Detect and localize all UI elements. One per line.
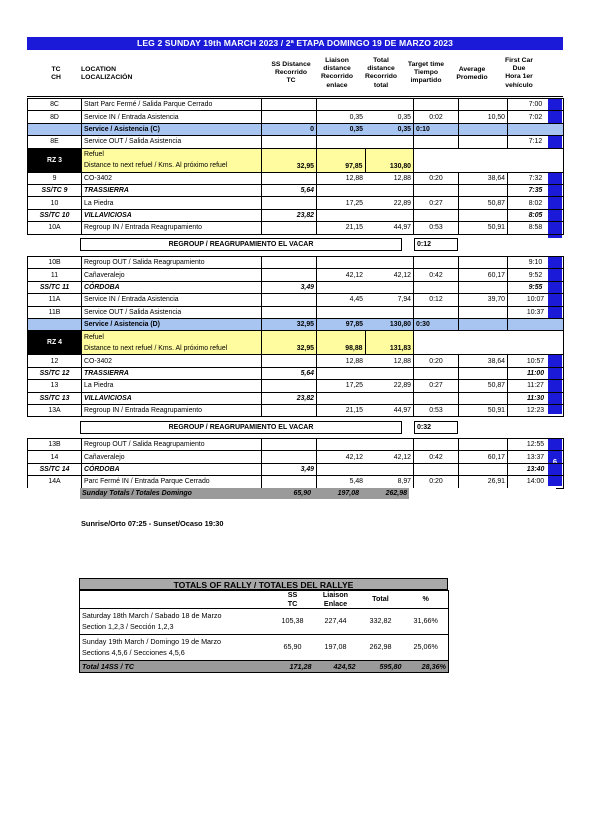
ss-distance xyxy=(262,355,317,367)
total-distance xyxy=(365,281,414,293)
rally-totals-liaison: 227,44 xyxy=(314,609,358,635)
ss-distance xyxy=(262,257,317,269)
liaison-distance: 5,48 xyxy=(317,476,366,488)
schedule-row xyxy=(28,269,564,281)
location: La Piedra xyxy=(82,197,262,209)
first-car-due: 10:57 xyxy=(508,355,564,367)
liaison-distance: 17,25 xyxy=(317,197,366,209)
liaison-distance: 17,25 xyxy=(317,380,366,392)
section-4-table xyxy=(27,98,564,235)
target-time xyxy=(414,184,459,196)
target-time: 0:42 xyxy=(414,451,459,463)
schedule-row xyxy=(28,257,564,269)
first-car-due: 7:35 xyxy=(508,184,564,196)
first-car-due: 8:05 xyxy=(508,209,564,221)
ss-distance xyxy=(262,99,317,111)
location: Service OUT / Salida Asistencia xyxy=(82,306,262,318)
ss-distance xyxy=(262,476,317,488)
schedule-row xyxy=(28,222,564,234)
average-speed xyxy=(459,136,508,148)
average-speed: 10,50 xyxy=(459,111,508,123)
first-car-due: 8:02 xyxy=(508,197,564,209)
total-distance xyxy=(365,306,414,318)
liaison-distance: 4,45 xyxy=(317,294,366,306)
rally-totals-grand-liaison: 424,52 xyxy=(314,661,358,673)
target-time: 0:10 xyxy=(414,123,459,135)
rally-totals-grand xyxy=(80,661,449,673)
liaison-distance xyxy=(317,257,366,269)
total-distance: 44,97 xyxy=(365,222,414,234)
rally-totals-grand-pct: 28,36% xyxy=(404,661,449,673)
ss-distance xyxy=(262,451,317,463)
rally-totals-table xyxy=(79,590,449,673)
rally-totals-total: 332,82 xyxy=(358,609,404,635)
location: Regroup OUT / Salida Reagrupamiento xyxy=(82,439,262,451)
schedule-row xyxy=(28,331,564,355)
control-id: 8D xyxy=(28,111,82,123)
location: Regroup IN / Entrada Reagrupamiento xyxy=(82,404,262,416)
target-time xyxy=(414,136,459,148)
location: CÓRDOBA xyxy=(82,281,262,293)
first-car-due: 12:23 xyxy=(508,404,564,416)
control-id: 11 xyxy=(28,269,82,281)
location: VILLAVICIOSA xyxy=(82,209,262,221)
average-speed: 38,64 xyxy=(459,355,508,367)
average-speed xyxy=(459,367,508,379)
liaison-distance xyxy=(317,99,366,111)
liaison-distance: 42,12 xyxy=(317,451,366,463)
control-id: 10B xyxy=(28,257,82,269)
average-speed xyxy=(459,439,508,451)
location: VILLAVICIOSA xyxy=(82,392,262,404)
ss-distance xyxy=(262,306,317,318)
location: Service IN / Entrada Asistencia xyxy=(82,294,262,306)
first-car-due: 12:55 xyxy=(508,439,564,451)
average-speed xyxy=(459,257,508,269)
regroup-label: REGROUP / REAGRUPAMIENTO EL VACAR xyxy=(80,238,402,251)
total-distance: 12,88 xyxy=(365,355,414,367)
first-car-due: 13:37 xyxy=(508,451,564,463)
control-id: 8C xyxy=(28,99,82,111)
total-distance: 22,89 xyxy=(365,380,414,392)
empty-cell xyxy=(414,331,459,355)
control-id: SS/TC 10 xyxy=(28,209,82,221)
target-time xyxy=(414,306,459,318)
regroup-label: REGROUP / REAGRUPAMIENTO EL VACAR xyxy=(80,421,402,434)
section-6-table xyxy=(27,438,564,489)
control-id xyxy=(28,123,82,135)
empty-cell xyxy=(414,148,459,172)
average-speed: 60,17 xyxy=(459,451,508,463)
schedule-row xyxy=(28,294,564,306)
header-first-car: First Car Due Hora 1er vehículo xyxy=(505,57,533,89)
liaison-distance xyxy=(317,209,366,221)
total-distance xyxy=(365,257,414,269)
liaison-distance: 97,85 xyxy=(317,318,366,330)
schedule-row xyxy=(28,380,564,392)
liaison-distance xyxy=(317,367,366,379)
location: Cañaveralejo xyxy=(82,269,262,281)
target-time: 0:53 xyxy=(414,404,459,416)
schedule-row xyxy=(28,123,564,135)
liaison-distance xyxy=(317,184,366,196)
average-speed xyxy=(459,281,508,293)
total-distance xyxy=(365,367,414,379)
rally-totals-row xyxy=(80,609,449,635)
header-location: LOCATION LOCALIZACIÓN xyxy=(81,66,133,82)
control-id: SS/TC 12 xyxy=(28,367,82,379)
target-time: 0:42 xyxy=(414,269,459,281)
sunday-totals-ss: 65,90 xyxy=(259,488,313,499)
location: CO-3402 xyxy=(82,355,262,367)
rally-totals-pct: 25,06% xyxy=(404,635,449,661)
total-distance xyxy=(365,136,414,148)
control-id: SS/TC 14 xyxy=(28,463,82,475)
sunday-totals-liaison: 197,08 xyxy=(313,488,361,499)
control-id: SS/TC 11 xyxy=(28,281,82,293)
empty-cell xyxy=(459,331,508,355)
sunday-totals-total: 262,98 xyxy=(361,488,409,499)
total-distance: 42,12 xyxy=(365,451,414,463)
liaison-distance: 12,88 xyxy=(317,355,366,367)
schedule-row xyxy=(28,404,564,416)
total-distance: 22,89 xyxy=(365,197,414,209)
target-time xyxy=(414,439,459,451)
location: Regroup OUT / Salida Reagrupamiento xyxy=(82,257,262,269)
sunrise-sunset: Sunrise/Orto 07:25 - Sunset/Ocaso 19:30 xyxy=(81,519,224,528)
rally-totals-h-pct: % xyxy=(422,594,429,604)
header-divider xyxy=(27,96,563,97)
rally-totals-h-liaison: Liaison Enlace xyxy=(322,590,349,608)
schedule-row xyxy=(28,392,564,404)
first-car-due: 10:37 xyxy=(508,306,564,318)
ss-distance xyxy=(262,172,317,184)
schedule-row xyxy=(28,463,564,475)
leg-title: LEG 2 SUNDAY 19th MARCH 2023 / 2ª ETAPA DOMINGO 19 DE MARZO 2023 xyxy=(27,37,563,50)
average-speed xyxy=(459,123,508,135)
target-time: 0:20 xyxy=(414,355,459,367)
location: Service / Asistencia (D) xyxy=(82,318,262,330)
first-car-due: 7:02 xyxy=(508,111,564,123)
header-target-time: Target time Tiempo impartido xyxy=(407,61,445,85)
liaison-distance: 21,15 xyxy=(317,222,366,234)
first-car-due: 9:55 xyxy=(508,281,564,293)
rally-totals-day: Saturday 18th March / Sabado 18 de Marzo Section 1,2,3 / Sección 1,2,3 xyxy=(80,609,272,635)
ss-distance: 32,95 xyxy=(262,148,317,172)
location: CO-3402 xyxy=(82,172,262,184)
total-distance: 0,35 xyxy=(365,123,414,135)
refuel-distance-label: Distance to next refuel / Kms. Al próximo refuel xyxy=(84,162,228,170)
average-speed xyxy=(459,318,508,330)
liaison-distance: 97,85 xyxy=(317,148,366,172)
first-car-due: 11:00 xyxy=(508,367,564,379)
ss-distance: 32,95 xyxy=(262,331,317,355)
first-car-due: 9:52 xyxy=(508,269,564,281)
ss-distance: 23,82 xyxy=(262,209,317,221)
liaison-distance xyxy=(317,136,366,148)
liaison-distance: 21,15 xyxy=(317,404,366,416)
regroup-time: 0:12 xyxy=(414,238,458,251)
total-distance: 8,97 xyxy=(365,476,414,488)
average-speed xyxy=(459,184,508,196)
first-car-due xyxy=(508,318,564,330)
average-speed: 50,91 xyxy=(459,222,508,234)
location: Parc Fermé IN / Entrada Parque Cerrado xyxy=(82,476,262,488)
liaison-distance xyxy=(317,463,366,475)
first-car-due xyxy=(508,123,564,135)
liaison-distance: 12,88 xyxy=(317,172,366,184)
ss-distance: 3,49 xyxy=(262,463,317,475)
schedule-row xyxy=(28,197,564,209)
schedule-row xyxy=(28,439,564,451)
rally-totals-liaison: 197,08 xyxy=(314,635,358,661)
empty-cell xyxy=(459,148,508,172)
schedule-row xyxy=(28,136,564,148)
rally-totals-header xyxy=(80,591,449,609)
control-id: 13A xyxy=(28,404,82,416)
location: La Piedra xyxy=(82,380,262,392)
ss-distance: 5,64 xyxy=(262,184,317,196)
schedule-row xyxy=(28,184,564,196)
rally-totals-total: 262,98 xyxy=(358,635,404,661)
total-distance: 7,94 xyxy=(365,294,414,306)
ss-distance: 5,64 xyxy=(262,367,317,379)
location: TRASSIERRA xyxy=(82,184,262,196)
control-id: 13B xyxy=(28,439,82,451)
ss-distance xyxy=(262,136,317,148)
total-distance xyxy=(365,392,414,404)
rally-totals-day: Sunday 19th March / Domingo 19 de Marzo Sections 4,5,6 / Secciones 4,5,6 xyxy=(80,635,272,661)
rally-totals-row xyxy=(80,635,449,661)
schedule-row xyxy=(28,476,564,488)
rally-totals-ss: 105,38 xyxy=(272,609,314,635)
location: CÓRDOBA xyxy=(82,463,262,475)
total-distance: 130,80 xyxy=(365,318,414,330)
ss-distance xyxy=(262,294,317,306)
schedule-row xyxy=(28,306,564,318)
total-distance xyxy=(365,99,414,111)
control-id: SS/TC 9 xyxy=(28,184,82,196)
rally-totals-grand-label: Total 14SS / TC xyxy=(80,661,272,673)
control-id: 10 xyxy=(28,197,82,209)
average-speed: 50,87 xyxy=(459,197,508,209)
location: TRASSIERRA xyxy=(82,367,262,379)
schedule-row xyxy=(28,111,564,123)
header-tc: TC CH xyxy=(51,66,61,82)
control-id: 14 xyxy=(28,451,82,463)
target-time: 0:12 xyxy=(414,294,459,306)
target-time: 0:20 xyxy=(414,476,459,488)
target-time xyxy=(414,392,459,404)
refuel-title: Refuel xyxy=(84,151,104,159)
location: Regroup IN / Entrada Reagrupamiento xyxy=(82,222,262,234)
ss-distance xyxy=(262,439,317,451)
schedule-row xyxy=(28,209,564,221)
liaison-distance xyxy=(317,306,366,318)
first-car-due: 7:12 xyxy=(508,136,564,148)
first-car-due: 13:40 xyxy=(508,463,564,475)
location: Service IN / Entrada Asistencia xyxy=(82,111,262,123)
location: Service OUT / Salida Asistencia xyxy=(82,136,262,148)
ss-distance xyxy=(262,404,317,416)
liaison-distance: 0,35 xyxy=(317,111,366,123)
average-speed xyxy=(459,463,508,475)
section-5-table xyxy=(27,256,564,417)
schedule-row xyxy=(28,281,564,293)
average-speed: 38,64 xyxy=(459,172,508,184)
rally-totals-grand-total: 595,80 xyxy=(358,661,404,673)
first-car-due: 8:58 xyxy=(508,222,564,234)
total-distance xyxy=(365,184,414,196)
rally-totals-grand-ss: 171,28 xyxy=(272,661,314,673)
average-speed: 26,91 xyxy=(459,476,508,488)
control-id: SS/TC 13 xyxy=(28,392,82,404)
ss-distance xyxy=(262,111,317,123)
liaison-distance xyxy=(317,439,366,451)
average-speed xyxy=(459,306,508,318)
target-time: 0:30 xyxy=(414,318,459,330)
control-id xyxy=(28,318,82,330)
liaison-distance xyxy=(317,281,366,293)
location: Cañaveralejo xyxy=(82,451,262,463)
control-id: 10A xyxy=(28,222,82,234)
rally-totals-ss: 65,90 xyxy=(272,635,314,661)
ss-distance: 3,49 xyxy=(262,281,317,293)
regroup-time: 0:32 xyxy=(414,421,458,434)
schedule-row xyxy=(28,148,564,172)
average-speed: 60,17 xyxy=(459,269,508,281)
target-time: 0:20 xyxy=(414,172,459,184)
schedule-row xyxy=(28,355,564,367)
control-id: 12 xyxy=(28,355,82,367)
target-time xyxy=(414,209,459,221)
ss-distance: 0 xyxy=(262,123,317,135)
refuel-distance-label: Distance to next refuel / Kms. Al próximo refuel xyxy=(84,344,228,352)
target-time xyxy=(414,281,459,293)
target-time: 0:53 xyxy=(414,222,459,234)
target-time xyxy=(414,99,459,111)
first-car-due: 7:00 xyxy=(508,99,564,111)
first-car-due: 11:27 xyxy=(508,380,564,392)
schedule-row xyxy=(28,367,564,379)
total-distance xyxy=(365,463,414,475)
schedule-row xyxy=(28,451,564,463)
target-time xyxy=(414,367,459,379)
ss-distance xyxy=(262,197,317,209)
total-distance: 44,97 xyxy=(365,404,414,416)
sunday-totals-table xyxy=(27,488,556,499)
ss-distance xyxy=(262,380,317,392)
total-distance xyxy=(365,209,414,221)
ss-distance: 23,82 xyxy=(262,392,317,404)
rally-totals-title: TOTALS OF RALLY / TOTALES DEL RALLYE xyxy=(79,578,448,590)
schedule-row xyxy=(28,99,564,111)
section-bar-6: 6 xyxy=(548,438,562,486)
control-id: 14A xyxy=(28,476,82,488)
location: Start Parc Fermé / Salida Parque Cerrado xyxy=(82,99,262,111)
first-car-due: 14:00 xyxy=(508,476,564,488)
average-speed: 50,87 xyxy=(459,380,508,392)
ss-distance xyxy=(262,269,317,281)
header-ss-distance: SS Distance Recorrido TC xyxy=(271,61,311,85)
total-distance: 130,80 xyxy=(365,148,414,172)
first-car-due: 10:07 xyxy=(508,294,564,306)
schedule-row xyxy=(28,172,564,184)
total-distance: 12,88 xyxy=(365,172,414,184)
liaison-distance xyxy=(317,392,366,404)
liaison-distance: 42,12 xyxy=(317,269,366,281)
ss-distance xyxy=(262,222,317,234)
empty-cell xyxy=(508,148,564,172)
average-speed xyxy=(459,209,508,221)
liaison-distance: 98,88 xyxy=(317,331,366,355)
average-speed xyxy=(459,99,508,111)
total-distance: 0,35 xyxy=(365,111,414,123)
refuel-label xyxy=(82,148,262,172)
refuel-zone-id: RZ 4 xyxy=(28,331,82,355)
first-car-due: 7:32 xyxy=(508,172,564,184)
control-id: 13 xyxy=(28,380,82,392)
control-id: 11A xyxy=(28,294,82,306)
average-speed: 50,91 xyxy=(459,404,508,416)
rally-totals-h-total: Total xyxy=(372,594,389,604)
rally-totals-h-ss: SS TC xyxy=(287,590,298,608)
header-liaison: Liaison distance Recorrido enlace xyxy=(320,57,354,89)
ss-distance: 32,95 xyxy=(262,318,317,330)
first-car-due: 9:10 xyxy=(508,257,564,269)
total-distance: 131,83 xyxy=(365,331,414,355)
sunday-totals-row xyxy=(27,488,556,499)
target-time: 0:27 xyxy=(414,380,459,392)
liaison-distance: 0,35 xyxy=(317,123,366,135)
empty-cell xyxy=(508,331,564,355)
refuel-label xyxy=(82,331,262,355)
target-time: 0:27 xyxy=(414,197,459,209)
rally-totals-pct: 31,66% xyxy=(404,609,449,635)
total-distance: 42,12 xyxy=(365,269,414,281)
sunday-totals-label: Sunday Totals / Totales Domingo xyxy=(80,488,259,499)
refuel-title: Refuel xyxy=(84,333,104,341)
header-average: Average Promedio xyxy=(456,66,488,82)
schedule-row xyxy=(28,318,564,330)
total-distance xyxy=(365,439,414,451)
target-time xyxy=(414,257,459,269)
target-time xyxy=(414,463,459,475)
first-car-due: 11:30 xyxy=(508,392,564,404)
control-id: 8E xyxy=(28,136,82,148)
header-total-distance: Total distance Recorrido total xyxy=(364,57,398,89)
average-speed xyxy=(459,392,508,404)
control-id: 11B xyxy=(28,306,82,318)
control-id: 9 xyxy=(28,172,82,184)
refuel-zone-id: RZ 3 xyxy=(28,148,82,172)
target-time: 0:02 xyxy=(414,111,459,123)
average-speed: 39,70 xyxy=(459,294,508,306)
location: Service / Asistencia (C) xyxy=(82,123,262,135)
